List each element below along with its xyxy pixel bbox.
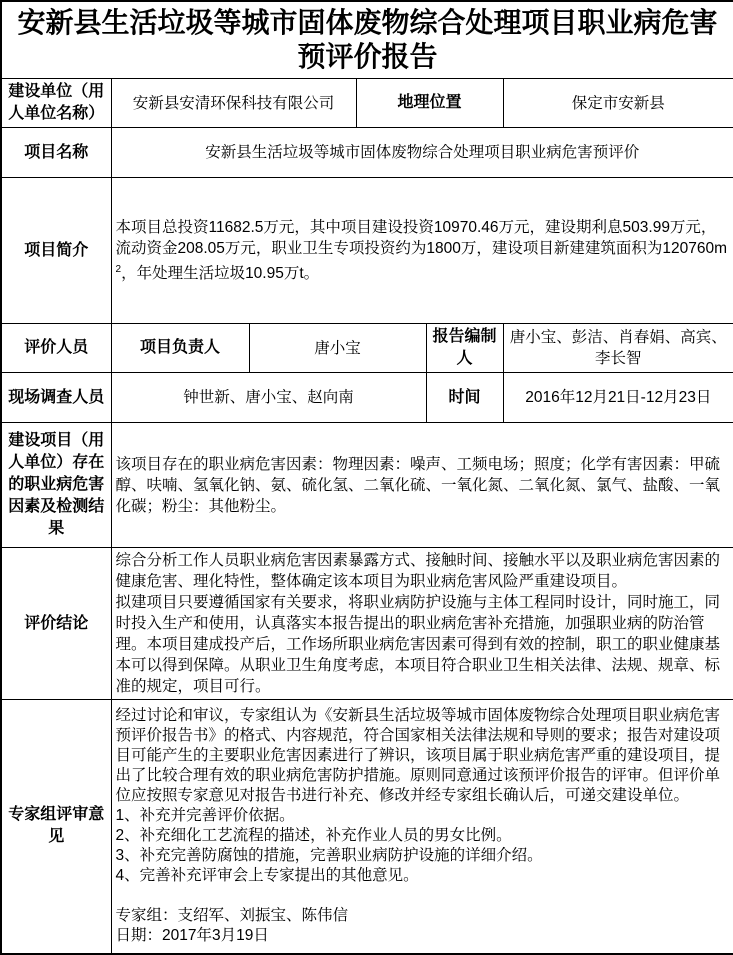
- expert-review-label: 专家组评审意见: [1, 700, 111, 954]
- project-summary-text-1: 本项目总投资11682.5万元，其中项目建设投资10970.46万元，建设期利息503.99万元，流动资金208.05万元，职业卫生专项投资约为1800万，建设项目新建建筑面积为120760m: [115, 218, 728, 257]
- hazards-row: [1, 423, 733, 548]
- location-label: 地理位置: [356, 79, 503, 128]
- construction-unit-value: 安新县安清环保科技有限公司: [111, 79, 356, 128]
- expert-review-item-3: 3、补充完善防腐蚀的措施，完善职业病防护设施的详细介绍。: [115, 847, 543, 865]
- project-leader-label: 项目负责人: [111, 324, 249, 373]
- location-value: 保定市安新县: [503, 79, 733, 128]
- expert-review-row: [1, 700, 733, 954]
- project-name-row: [1, 128, 733, 178]
- title-row: [1, 1, 733, 79]
- expert-review-item-4: 4、完善补充评审会上专家提出的其他意见。: [115, 867, 419, 885]
- conclusion-value: [111, 548, 733, 700]
- blank-line: [116, 886, 728, 906]
- evaluators-label: 评价人员: [1, 324, 111, 373]
- time-label: 时间: [426, 373, 503, 423]
- evaluators-row: [1, 324, 733, 373]
- project-name-label: 项目名称: [1, 128, 111, 178]
- site-survey-value: 钟世新、唐小宝、赵向南: [111, 373, 426, 423]
- expert-review-item-2: 2、补充细化工艺流程的描述，补充作业人员的男女比例。: [115, 827, 512, 845]
- project-leader-value: 唐小宝: [249, 324, 426, 373]
- review-date: 日期：2017年3月19日: [115, 927, 269, 945]
- construction-unit-row: [1, 79, 733, 128]
- project-summary-row: [1, 178, 733, 324]
- conclusion-paragraph-2: 拟建项目只要遵循国家有关要求，将职业病防护设施与主体工程同时设计，同时施工，同时投入生产和使用，认真落实本报告提出的职业病危害补充措施，加强职业病的防治管理。本项目建成投产后，工作场所职业病危害因素可得到有效的控制，职工的职业健康基本可以得到保障。从职业卫生角度考虑，本项目符合职业卫生相关法律、法规、规章、标准的规定，项目可行。: [115, 594, 721, 695]
- report-writers-value: 唐小宝、彭洁、肖春娟、高宾、李长智: [503, 324, 733, 373]
- project-summary-value: [111, 178, 733, 324]
- hazards-label: 建设项目（用人单位）存在的职业病危害因素及检测结果: [1, 423, 111, 548]
- time-value: 2016年12月21日-12月23日: [503, 373, 733, 423]
- project-summary-text-2: ，年处理生活垃圾10.95万t。: [121, 265, 320, 283]
- report-title: 安新县生活垃圾等城市固体废物综合处理项目职业病危害预评价报告: [1, 1, 733, 79]
- project-name-value: 安新县生活垃圾等城市固体废物综合处理项目职业病危害预评价: [111, 128, 733, 178]
- hazards-value: 该项目存在的职业病危害因素：物理因素：噪声、工频电场；照度；化学有害因素：甲硫醇、呋喃、氢氧化钠、氨、硫化氢、二氧化硫、一氧化氮、二氧化氮、氯气、盐酸、一氧化碳；粉尘：其他粉尘。: [111, 423, 733, 548]
- project-summary-label: 项目简介: [1, 178, 111, 324]
- conclusion-paragraph-1: 综合分析工作人员职业病危害因素暴露方式、接触时间、接触水平以及职业病危害因素的健康危害、理化特性，整体确定该本项目为职业病危害风险严重建设项目。: [115, 552, 721, 590]
- report-writers-label: 报告编制人: [426, 324, 503, 373]
- site-survey-label: 现场调查人员: [1, 373, 111, 423]
- expert-review-value: [111, 700, 733, 954]
- expert-review-item-1: 1、补充并完善评价依据。: [115, 807, 295, 825]
- expert-review-paragraph: 经过讨论和审议，专家组认为《安新县生活垃圾等城市固体废物综合处理项目职业病危害预评价报告书》的格式、内容规范，符合国家相关法律法规和导则的要求；报告对建设项目可能产生的主要职业危害因素进行了辨识，该项目属于职业病危害严重的建设项目，提出了比较合理有效的职业病危害防护措施。原则同意通过该预评价报告的评审。但评价单位应按照专家意见对报告书进行补充、修改并经专家组长确认后，可递交建设单位。: [115, 707, 721, 805]
- conclusion-row: [1, 548, 733, 700]
- construction-unit-label: 建设单位（用人单位名称）: [1, 79, 111, 128]
- site-survey-row: [1, 373, 733, 423]
- square-meter-superscript: 2: [115, 263, 122, 275]
- conclusion-label: 评价结论: [1, 548, 111, 700]
- expert-group-signature: 专家组：支绍军、刘振宝、陈伟信: [115, 907, 349, 925]
